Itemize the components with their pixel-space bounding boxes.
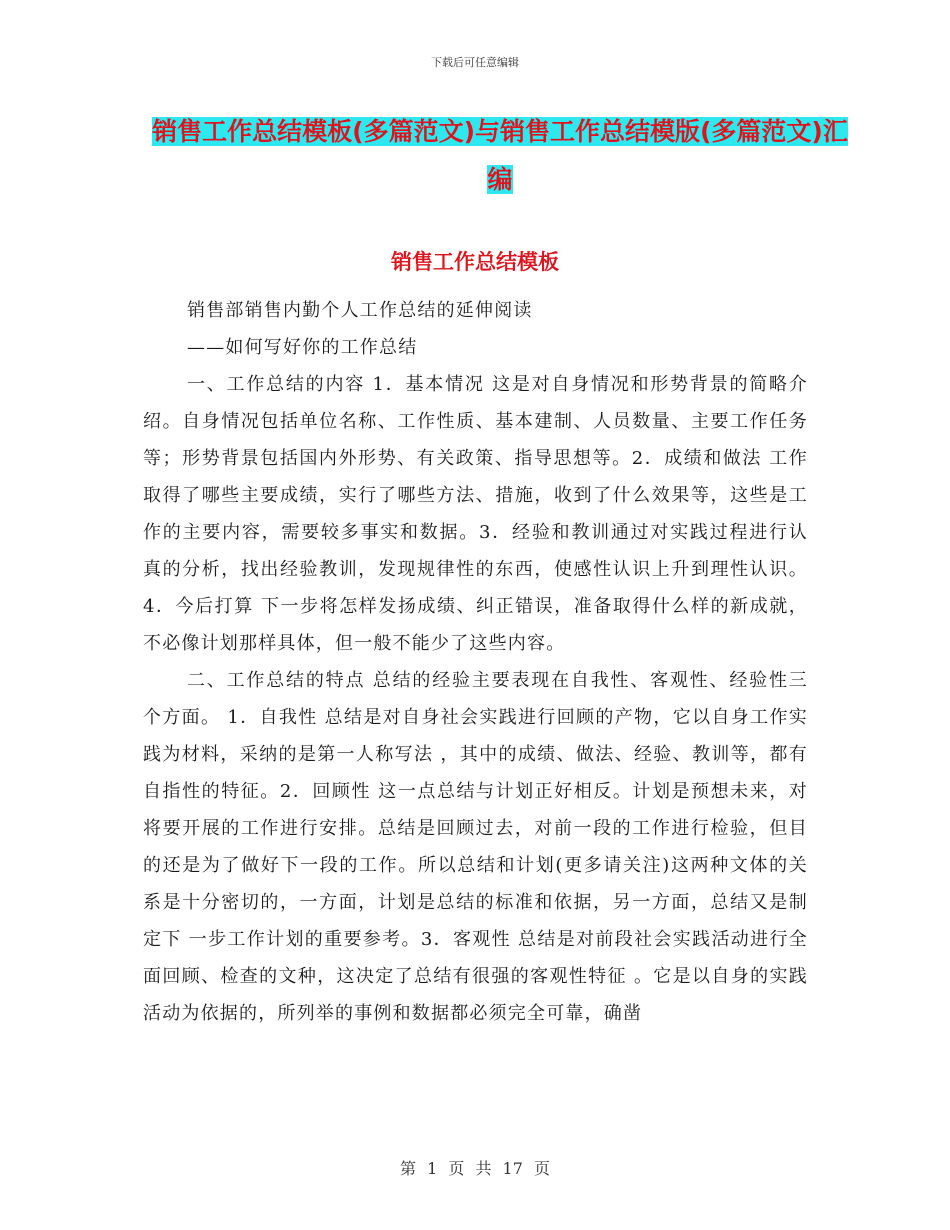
header-note: 下载后可任意编辑 — [431, 56, 519, 69]
page-footer: 第 1 页 共 17 页 — [400, 1159, 550, 1178]
paragraph-reading-title: 销售部销售内勤个人工作总结的延伸阅读 — [187, 300, 533, 321]
document-title — [150, 108, 850, 204]
paragraph-features-section: 二、工作总结的特点 总结的经验主要表现在自我性、客观性、经验性三个方面。 1．自我性 总结是对自身社会实践进行回顾的产物，它以自身工作实践为材料，采纳的是第一人称写法 ，其中的成绩、做法、经验、教训等，都有自指性的特征。2．回顾性 这一点总结与计划正好相反。计划是预想未来，对将要开展的工作进行安排。总结是回顾过去，对前一段的工作进行检验，但目的还是为了做好下一段的工作。所以总结和计划(更多请关注)这两种文体的关系是十分密切的，一方面，计划是总结的标准和依据，另一方面，总结又是制定下 一步工作计划的重要参考。3．客观性 总结是对前段社会实践活动进行全面回顾、检查的文种，这决定了总结有很强的客观性特征 。它是以自身的实践活动为依据的，所列举的事例和数据都必须完全可靠，确凿 — [143, 670, 808, 1024]
document-title-text: 销售工作总结模板(多篇范文)与销售工作总结模版(多篇范文)汇编 — [152, 117, 848, 194]
paragraph-subtitle: ——如何写好你的工作总结 — [187, 337, 418, 358]
document-body — [143, 292, 808, 1032]
paragraph-content-section: 一、工作总结的内容 1．基本情况 这是对自身情况和形势背景的简略介绍。自身情况包括单位名称、工作性质、基本建制、人员数量、主要工作任务等；形势背景包括国内外形势、有关政策、指导思想等。2．成绩和做法 工作取得了哪些主要成绩，实行了哪些方法、措施，收到了什么效果等，这些是工作的主要内容，需要较多事实和数据。3．经验和教训通过对实践过程进行认真的分析，找出经验教训，发现规律性的东西，使感性认识上升到理性认识。4．今后打算 下一步将怎样发扬成绩、纠正错误，准备取得什么样的新成就，不必像计划那样具体，但一般不能少了这些内容。 — [143, 374, 808, 654]
section-title: 销售工作总结模板 — [391, 250, 559, 274]
